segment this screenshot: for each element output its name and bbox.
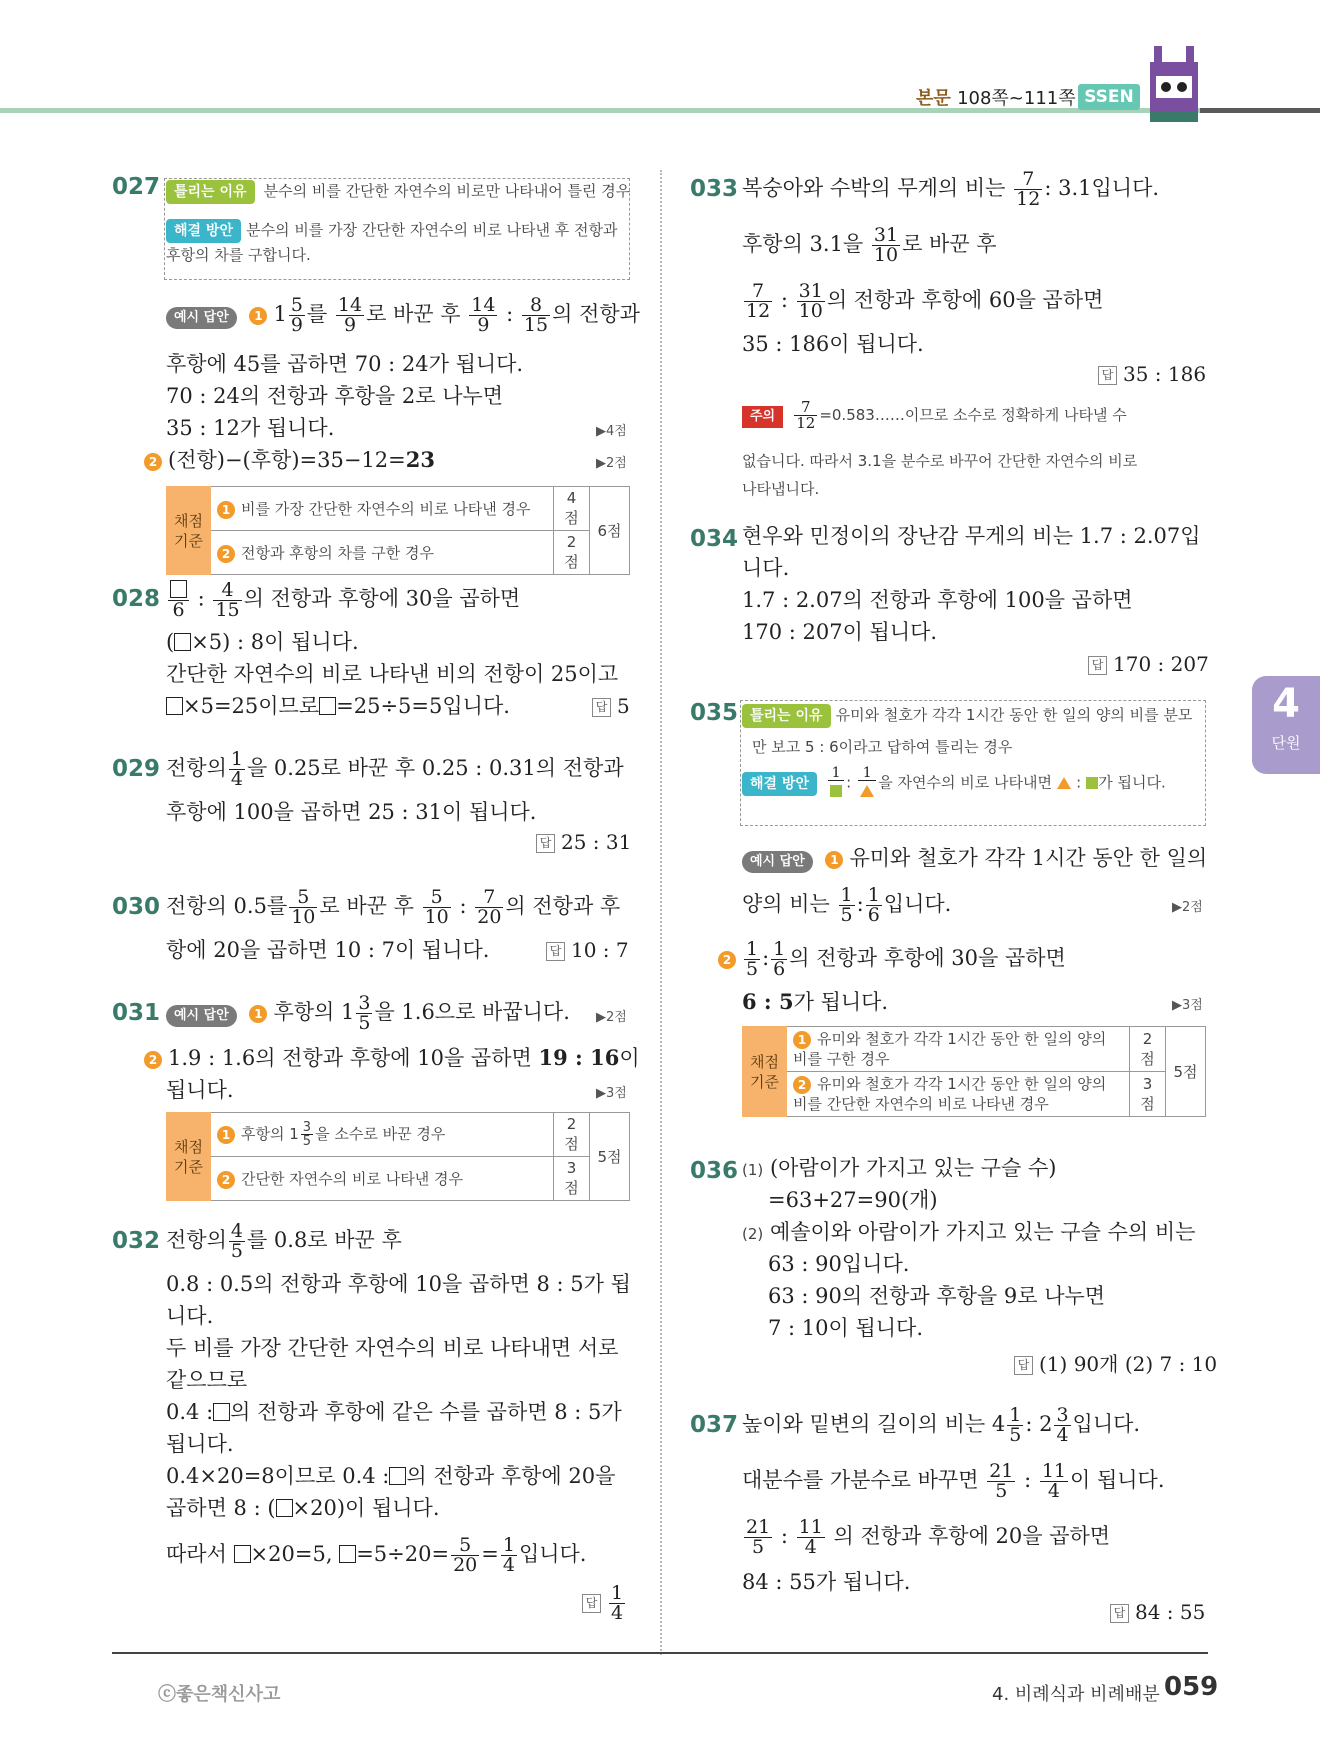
brand-logo: SSEN [1078, 84, 1140, 110]
solution-line: 됩니다. [166, 1432, 234, 1456]
solution-line: ×5=25이므로 =25÷5=5입니다. [166, 690, 510, 722]
warning-text: 없습니다. 따라서 3.1을 분수로 바꾸어 간단한 자연수의 비로 [742, 452, 1138, 470]
solution-line: $\frac{21}{5}$ : $\frac{11}{4}$ 의 전항과 후항에 20을 곱하면 [746, 1516, 1111, 1558]
solution-line: 전항의 $\frac{4}{5}$ 를 0.8로 바꾼 후 [166, 1220, 402, 1262]
points-label: ▶2점 [596, 1010, 627, 1025]
fraction: $\frac{7}{12}$ [1016, 168, 1041, 210]
solution-line: 후항에 100을 곱하면 25 : 31이 됩니다. [166, 800, 537, 824]
problem-number: 035 [690, 700, 739, 726]
solution-line: 대분수를 가분수로 바꾸면 $\frac{21}{5}$ : $\frac{11}{4}$ 이 됩니다. [742, 1460, 1165, 1502]
answer: 답 170 : 207 [1088, 652, 1209, 676]
step-1-marker: 1 [249, 307, 267, 325]
problem-number: 037 [690, 1412, 739, 1438]
solution-line: 6 : 5가 됩니다. [742, 989, 889, 1014]
fraction: $\frac{5}{10}$ [424, 886, 449, 928]
solution-line: 두 비를 가장 간단한 자연수의 비로 나타내면 서로 [166, 1336, 619, 1360]
fraction: $\frac{7}{12}$ [746, 280, 771, 322]
solution-line: $\frac{7}{12}$ : $\frac{31}{10}$ 의 전항과 후항에 60을 곱하면 [746, 280, 1104, 322]
column-divider [660, 170, 662, 1655]
criteria-header: 채점 기준 [167, 487, 211, 575]
fraction: $\frac{1}{5}$ [1009, 1404, 1022, 1446]
solution-line: 0.4×20=8이므로 0.4 : 의 전항과 후항에 20을 [166, 1464, 616, 1488]
solution-line: 곱하면 8 : ( ×20)이 됩니다. [166, 1496, 440, 1520]
header-page-range: 본문 108쪽~111쪽 [916, 88, 1076, 109]
problem-number: 033 [690, 176, 739, 202]
footer-rule [112, 1652, 1208, 1654]
solution-line: (1) (아람이가 가지고 있는 구슬 수) [742, 1156, 1057, 1180]
fraction: $\frac{7}{20}$ [477, 886, 502, 928]
warning-tag: 주의 [742, 406, 783, 428]
fraction: $\frac{31}{10}$ [798, 280, 823, 322]
solution-line: 후항에 45를 곱하면 70 : 24가 됩니다. [166, 352, 524, 376]
solution-line: 170 : 207이 됩니다. [742, 620, 938, 644]
fraction: $\frac{1}{5}$ [746, 938, 759, 980]
solution-line: 0.4 : 의 전항과 후항에 같은 수를 곱하면 8 : 5가 [166, 1400, 622, 1424]
wrong-reason-row: 틀리는 이유 유미와 철호가 각각 1시간 동안 한 일의 양의 비를 분모 [742, 704, 1192, 728]
fix-row [166, 218, 626, 267]
solution-line: 예시 답안 1 1 $\frac{5}{9}$ 를 $\frac{14}{9}$ 로 바꾼 후 $\frac{14}{9}$ : $\frac{8}{15}$ 의 전항과 [166, 296, 640, 335]
fraction: $\frac{4}{5}$ [230, 1220, 243, 1262]
example-answer-tag: 예시 답안 [166, 1005, 237, 1027]
criteria-item: 2 전항과 후항의 차를 구한 경우 [211, 531, 554, 575]
fraction: $\frac{21}{5}$ [746, 1516, 771, 1558]
fraction: $\frac{11}{4}$ [798, 1516, 823, 1558]
answer: 답 5 [592, 694, 630, 718]
criteria-item: 1 후항의 1 $\frac{3}{5}$ 을 소수로 바꾼 경우 [211, 1113, 554, 1157]
solution-line: =63+27=90(개) [768, 1188, 938, 1212]
solution-line: 됩니다. [166, 1078, 234, 1102]
problem-number: 030 [112, 894, 161, 920]
criteria-item: 1 비를 가장 간단한 자연수의 비로 나타낸 경우 [211, 487, 554, 531]
points-label: ▶2점 [1172, 900, 1203, 915]
solution-line: 6 : $\frac{4}{15}$ 의 전항과 후항에 30을 곱하면 [166, 580, 520, 620]
scoring-criteria-table: 채점 기준 1 유미와 철호가 각각 1시간 동안 한 일의 양의 비를 구한 경우 2점 5점 2 유미와 철호가 각각 1시간 동안 한 일의 양의 비를 간단한 자연수의 비로 나타낸 경우 3점 [742, 1026, 1206, 1117]
fraction: $\frac{3}{5}$ [358, 992, 371, 1034]
fraction: 6 [168, 580, 189, 620]
example-answer-tag: 예시 답안 [166, 307, 237, 329]
triangle-icon [1057, 777, 1071, 789]
fraction: $\frac{14}{9}$ [471, 294, 496, 336]
criteria-item: 2 간단한 자연수의 비로 나타낸 경우 [211, 1157, 554, 1201]
answer: 답 $\frac{1}{4}$ [582, 1584, 627, 1623]
fraction: $\frac{3}{4}$ [1056, 1404, 1069, 1446]
solution-line: 전항의 0.5를 $\frac{5}{10}$ 로 바꾼 후 $\frac{5}{10}$ : $\frac{7}{20}$ 의 전항과 후 [166, 886, 621, 928]
solution-line: 70 : 24의 전항과 후항을 2로 나누면 [166, 384, 504, 408]
problem-number: 036 [690, 1158, 739, 1184]
problem-number: 031 [112, 1000, 161, 1026]
solution-line: (2) 예솔이와 아람이가 가지고 있는 구슬 수의 비는 [742, 1220, 1196, 1244]
solution-line: 간단한 자연수의 비로 나타낸 비의 전항이 25이고 [166, 662, 619, 686]
fraction: $\frac{1}{4}$ [230, 748, 243, 790]
chapter-title: 4. 비례식과 비례배분 [992, 1684, 1160, 1705]
wrong-reason-tag: 틀리는 이유 [166, 180, 255, 204]
fix-text: 분수의 비를 가장 간단한 자연수의 비로 나타낸 후 전항과 후항의 차를 구합니다. [166, 221, 618, 264]
answer: 답 25 : 31 [536, 830, 631, 854]
points-label: ▶3점 [596, 1086, 627, 1101]
fraction: $\frac{5}{9}$ [290, 294, 303, 336]
solution-line: 전항의 $\frac{1}{4}$ 을 0.25로 바꾼 후 0.25 : 0.31의 전항과 [166, 748, 624, 790]
solution-line: ( ×5) : 8이 됩니다. [166, 630, 359, 654]
solution-line: 니다. [742, 556, 790, 580]
fraction: $\frac{1}{5}$ [840, 884, 853, 926]
solution-line: 2 (전항)−(후항)=35−12=23 [144, 444, 435, 476]
warning-text: 나타냅니다. [742, 480, 820, 498]
points-label: ▶3점 [1172, 998, 1203, 1013]
fraction: $\frac{5}{20}$ [453, 1534, 478, 1576]
solution-line: 양의 비는 $\frac{1}{5}$ : $\frac{1}{6}$ 입니다. [742, 884, 952, 926]
solution-line: 2 $\frac{1}{5}$ : $\frac{1}{6}$ 의 전항과 후항에 30을 곱하면 [718, 940, 1066, 979]
points-label: ▶4점 [596, 424, 627, 439]
fraction: $\frac{1}{4}$ [502, 1534, 515, 1576]
solution-line: 63 : 90입니다. [768, 1252, 910, 1276]
solution-line: 0.8 : 0.5의 전항과 후항에 10을 곱하면 8 : 5가 됩 [166, 1272, 631, 1296]
problem-number: 029 [112, 756, 161, 782]
solution-line: 7 : 10이 됩니다. [768, 1316, 924, 1340]
problem-number: 032 [112, 1228, 161, 1254]
solution-line: 항에 20을 곱하면 10 : 7이 됩니다. [166, 938, 490, 962]
solution-line: 35 : 12가 됩니다. [166, 416, 335, 440]
header-rule-dark [1200, 108, 1320, 113]
solution-line: 63 : 90의 전항과 후항을 9로 나누면 [768, 1284, 1106, 1308]
fraction: $\frac{8}{15}$ [523, 294, 549, 336]
solution-line: 84 : 55가 됩니다. [742, 1570, 911, 1594]
wrong-reason-row [166, 180, 630, 204]
fraction: $\frac{31}{10}$ [873, 224, 899, 266]
problem-number: 027 [112, 174, 161, 200]
problem-number: 034 [690, 526, 739, 552]
wrong-reason-text: 만 보고 5 : 6이라고 답하여 틀리는 경우 [752, 738, 1013, 756]
mascot-icon [1146, 44, 1202, 124]
criteria-item: 2 유미와 철호가 각각 1시간 동안 한 일의 양의 비를 간단한 자연수의 비로 나타낸 경우 [787, 1072, 1130, 1117]
problem-number: 028 [112, 586, 161, 612]
solution-line: 니다. [166, 1304, 214, 1328]
fraction: $\frac{11}{4}$ [1041, 1460, 1067, 1502]
answer: 답 10 : 7 [546, 938, 629, 962]
fraction: $\frac{1}{6}$ [867, 884, 880, 926]
scoring-criteria-table: 채점 기준 1 후항의 1 $\frac{3}{5}$ 을 소수로 바꾼 경우 2점 5점 2 간단한 자연수의 비로 나타낸 경우 3점 [166, 1112, 630, 1201]
solution-line: 예시 답안 1 유미와 철호가 각각 1시간 동안 한 일의 [742, 842, 1207, 874]
unit-tab[interactable]: 4 단원 [1252, 676, 1320, 774]
fraction: $\frac{14}{9}$ [337, 294, 363, 336]
step-2-marker: 2 [144, 453, 162, 471]
publisher-name: ⓒ좋은책신사고 [158, 1684, 281, 1705]
fraction: $\frac{5}{10}$ [291, 886, 316, 928]
solution-line: 따라서 ×20=5, =5÷20= $\frac{5}{20}$ = $\frac{1}{4}$ 입니다. [166, 1534, 587, 1576]
answer: 답 (1) 90개 (2) 7 : 10 [1014, 1348, 1217, 1377]
fraction: $\frac{4}{15}$ [215, 578, 240, 621]
criteria-item: 1 유미와 철호가 각각 1시간 동안 한 일의 양의 비를 구한 경우 [787, 1027, 1130, 1072]
fraction: $\frac{1}{6}$ [773, 938, 786, 980]
wrong-reason-text: 분수의 비를 간단한 자연수의 비로만 나타내어 틀린 경우 [263, 182, 631, 200]
fix-row: 해결 방안 1 : 1 을 자연수의 비로 나타내면 : 가 됩니다. [742, 766, 1166, 800]
solution-line: 복숭아와 수박의 무게의 비는 $\frac{7}{12}$ : 3.1입니다. [742, 168, 1160, 210]
solution-line: 후항의 3.1을 $\frac{31}{10}$ 로 바꾼 후 [742, 224, 997, 266]
solution-line: 높이와 밑변의 길이의 비는 4 $\frac{1}{5}$ : 2 $\frac{3}{4}$ 입니다. [742, 1404, 1141, 1446]
solution-line: 현우와 민정이의 장난감 무게의 비는 1.7 : 2.07입 [742, 524, 1201, 548]
warning-note: 주의 $\frac{7}{12}$ =0.583……이므로 소수로 정확하게 나타낼 수 [742, 400, 1127, 431]
fix-tag: 해결 방안 [166, 219, 241, 243]
fraction: $\frac{21}{5}$ [989, 1460, 1014, 1502]
page-number: 059 [1164, 1672, 1219, 1702]
answer: 답 84 : 55 [1110, 1600, 1205, 1624]
points-label: ▶2점 [596, 456, 627, 471]
solution-line: 예시 답안 1 후항의 1 $\frac{3}{5}$ 을 1.6으로 바꿉니다. [166, 994, 570, 1033]
solution-line: 1.7 : 2.07의 전항과 후항에 100을 곱하면 [742, 588, 1133, 612]
square-icon [1086, 777, 1098, 789]
solution-line: 35 : 186이 됩니다. [742, 332, 924, 356]
solution-line: 2 1.9 : 1.6의 전항과 후항에 10을 곱하면 19 : 16이 [144, 1042, 640, 1074]
solution-line: 같으므로 [166, 1368, 248, 1392]
scoring-criteria-table: 채점 기준 1 비를 가장 간단한 자연수의 비로 나타낸 경우 4점 6점 2 전항과 후항의 차를 구한 경우 2점 [166, 486, 630, 575]
answer: 답 35 : 186 [1098, 362, 1206, 386]
